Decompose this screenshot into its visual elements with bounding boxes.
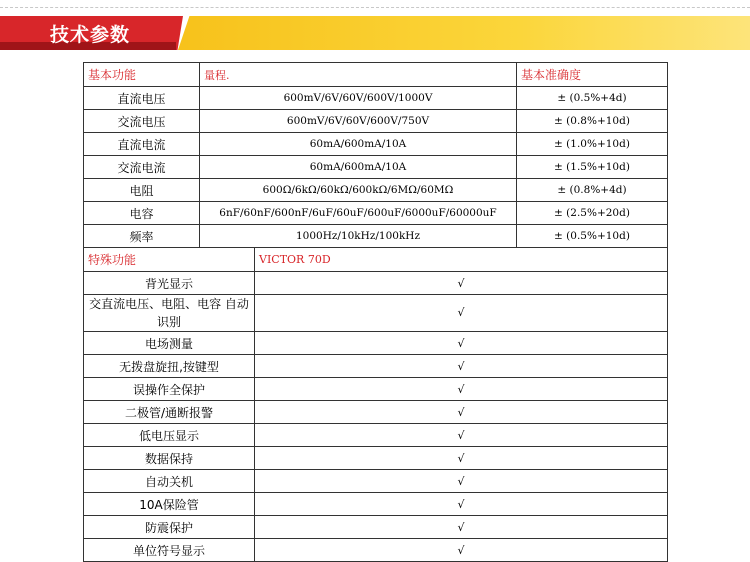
range-cell: 60mA/600mA/10A xyxy=(200,133,517,156)
table-row xyxy=(84,272,668,295)
table-row xyxy=(84,470,668,493)
check-mark: √ xyxy=(255,295,668,332)
table-row xyxy=(84,447,668,470)
special-function-cell: 交直流电压、电阻、电容 自动识别 xyxy=(84,295,255,332)
special-function-header: 特殊功能 xyxy=(84,248,255,272)
accuracy-cell: ± (2.5%+20d) xyxy=(517,202,668,225)
check-mark: √ xyxy=(255,493,668,516)
table-row xyxy=(84,295,668,332)
range-cell: 60mA/600mA/10A xyxy=(200,156,517,179)
table-row xyxy=(84,133,668,156)
check-mark: √ xyxy=(255,355,668,378)
accuracy-cell: ± (1.0%+10d) xyxy=(517,133,668,156)
function-name-cell: 电容 xyxy=(84,202,200,225)
check-mark: √ xyxy=(255,447,668,470)
special-function-cell: 单位符号显示 xyxy=(84,539,255,562)
check-mark: √ xyxy=(255,332,668,355)
special-function-cell: 自动关机 xyxy=(84,470,255,493)
spec-table xyxy=(83,62,668,562)
special-function-cell: 电场测量 xyxy=(84,332,255,355)
accuracy-cell: ± (0.8%+10d) xyxy=(517,110,668,133)
special-function-cell: 10A保险管 xyxy=(84,493,255,516)
range-cell: 600Ω/6kΩ/60kΩ/600kΩ/6MΩ/60MΩ xyxy=(200,179,517,202)
function-name-cell: 直流电压 xyxy=(84,87,200,110)
check-mark: √ xyxy=(255,272,668,295)
table-row xyxy=(84,225,668,248)
header-yellow-band xyxy=(178,16,750,50)
range-cell: 600mV/6V/60V/600V/1000V xyxy=(200,87,517,110)
table-row xyxy=(84,202,668,225)
table-row xyxy=(84,355,668,378)
model-header: VICTOR 70D xyxy=(255,248,668,272)
range-cell: 1000Hz/10kHz/100kHz xyxy=(200,225,517,248)
function-name-cell: 直流电流 xyxy=(84,133,200,156)
section-title: 技术参数 xyxy=(50,24,131,46)
accuracy-cell: ± (0.5%+10d) xyxy=(517,225,668,248)
basic-header-row xyxy=(84,63,668,87)
check-mark: √ xyxy=(255,539,668,562)
function-name-cell: 交流电压 xyxy=(84,110,200,133)
function-name-cell: 电阻 xyxy=(84,179,200,202)
table-row xyxy=(84,493,668,516)
table-row xyxy=(84,156,668,179)
special-header-row xyxy=(84,248,668,272)
check-mark: √ xyxy=(255,378,668,401)
range-cell: 6nF/60nF/600nF/6uF/60uF/600uF/6000uF/60000uF xyxy=(200,202,517,225)
table-row xyxy=(84,424,668,447)
check-mark: √ xyxy=(255,424,668,447)
special-function-cell: 防震保护 xyxy=(84,516,255,539)
special-function-cell: 低电压显示 xyxy=(84,424,255,447)
special-function-cell: 误操作全保护 xyxy=(84,378,255,401)
col-function-header: 基本功能 xyxy=(84,63,200,87)
check-mark: √ xyxy=(255,516,668,539)
table-row xyxy=(84,179,668,202)
table-row xyxy=(84,87,668,110)
special-function-cell: 背光显示 xyxy=(84,272,255,295)
special-function-cell: 无拨盘旋扭,按键型 xyxy=(84,355,255,378)
table-row xyxy=(84,378,668,401)
special-function-cell: 二极管/通断报警 xyxy=(84,401,255,424)
table-row xyxy=(84,539,668,562)
accuracy-cell: ± (0.8%+4d) xyxy=(517,179,668,202)
accuracy-cell: ± (0.5%+4d) xyxy=(517,87,668,110)
section-header xyxy=(0,16,750,50)
table-row xyxy=(84,516,668,539)
function-name-cell: 频率 xyxy=(84,225,200,248)
col-range-header: 量程. xyxy=(200,63,517,87)
dotted-divider xyxy=(0,7,750,8)
check-mark: √ xyxy=(255,401,668,424)
table-row xyxy=(84,332,668,355)
special-function-cell: 数据保持 xyxy=(84,447,255,470)
range-cell: 600mV/6V/60V/600V/750V xyxy=(200,110,517,133)
table-row xyxy=(84,110,668,133)
function-name-cell: 交流电流 xyxy=(84,156,200,179)
col-accuracy-header: 基本准确度 xyxy=(517,63,668,87)
accuracy-cell: ± (1.5%+10d) xyxy=(517,156,668,179)
table-row xyxy=(84,401,668,424)
check-mark: √ xyxy=(255,470,668,493)
